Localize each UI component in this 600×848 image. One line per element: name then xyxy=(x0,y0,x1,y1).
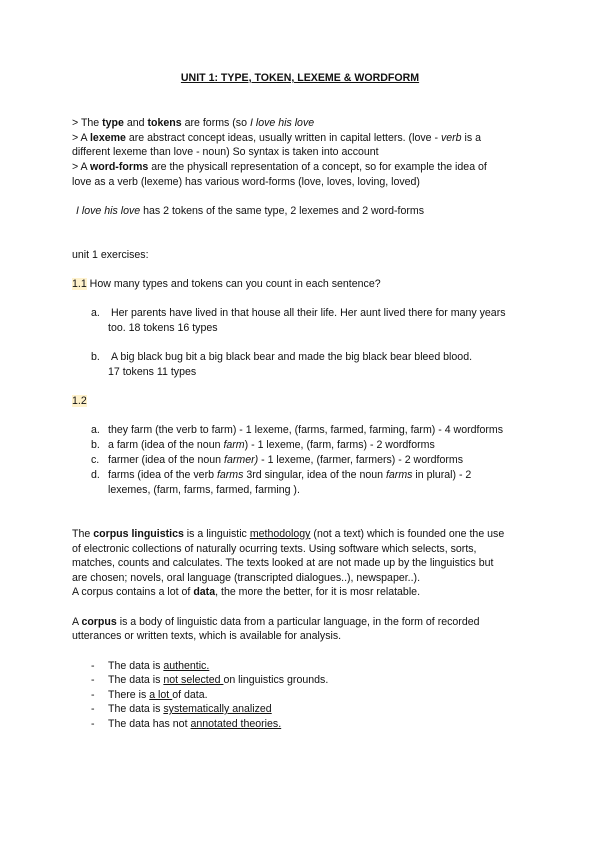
exercise-1-2-heading xyxy=(72,394,532,409)
corpus-linguistics-line: of electronic collections of naturally ocurring texts. Using software which selects, sorts, xyxy=(72,543,477,555)
corpus-definition: A corpus is a body of linguistic data from a particular language, in the form of recorded xyxy=(72,616,480,628)
corpus-definition-cont: utterances or written texts, which is available for analysis. xyxy=(72,630,342,642)
list-item: they farm (the verb to farm) - 1 lexeme, (farms, farmed, farming, farm) - 4 wordforms xyxy=(108,424,504,436)
bullet-item: The data is systematically analized xyxy=(108,703,272,715)
bullet-item: There is a lot of data. xyxy=(108,689,208,701)
definition-wordform: > A word-forms are the physicall representation of a concept, so for example the idea of xyxy=(72,161,487,173)
exercise-number: 1.2 xyxy=(72,395,87,407)
definition-type-token: > The type and tokens are forms (so I love his love xyxy=(72,117,315,129)
list-item: farmer (idea of the noun farmer) - 1 lexeme, (farmer, farmers) - 2 wordforms xyxy=(108,454,464,466)
bullet-dash: - xyxy=(91,674,95,686)
list-marker: a. xyxy=(91,424,100,436)
corpus-linguistics-line: matches, counts and calculates. The texts looked at are not made up by the linguistics but xyxy=(72,557,494,569)
page-title: UNIT 1: TYPE, TOKEN, LEXEME & WORDFORM xyxy=(180,72,420,84)
exercise-1-1-question: 1.1 How many types and tokens can you count in each sentence? xyxy=(72,278,381,290)
list-marker: d. xyxy=(91,469,100,481)
list-item-cont: lexemes, (farm, farms, farmed, farming ). xyxy=(108,484,300,496)
definition-lexeme: > A lexeme are abstract concept ideas, usually written in capital letters. (love - verb is a xyxy=(72,132,481,144)
bullet-item: The data has not annotated theories. xyxy=(108,718,282,730)
bullet-dash: - xyxy=(91,718,95,730)
definition-wordform-cont: love as a verb (lexeme) has various word-forms (love, loves, loving, loved) xyxy=(72,176,420,188)
list-item: A big black bug bit a big black bear and made the big black bear bleed blood. xyxy=(111,351,473,363)
bullet-dash: - xyxy=(91,689,95,701)
list-item: Her parents have lived in that house all their life. Her aunt lived there for many years xyxy=(111,307,506,319)
list-marker: c. xyxy=(91,454,100,466)
bullet-dash: - xyxy=(91,660,95,672)
list-marker: a. xyxy=(91,307,100,319)
definition-lexeme-cont: different lexeme than love - noun) So syntax is taken into account xyxy=(72,146,379,158)
example-sentence: I love his love has 2 tokens of the same type, 2 lexemes and 2 word-forms xyxy=(76,205,425,217)
bullet-item: The data is authentic. xyxy=(108,660,210,672)
corpus-linguistics-line: are chosen; novels, oral language (transcripted dialogues..), newspaper..). xyxy=(72,572,421,584)
list-marker: b. xyxy=(91,351,100,363)
corpus-linguistics-para: The corpus linguistics is a linguistic methodology (not a text) which is founded one the use xyxy=(72,528,505,540)
exercises-heading: unit 1 exercises: xyxy=(72,249,149,261)
bullet-item: The data is not selected on linguistics grounds. xyxy=(108,674,329,686)
list-item: farms (idea of the verb farms 3rd singular, idea of the noun farms in plural) - 2 xyxy=(108,469,472,481)
list-marker: b. xyxy=(91,439,100,451)
list-item: a farm (idea of the noun farm) - 1 lexeme, (farm, farms) - 2 wordforms xyxy=(108,439,435,451)
bullet-dash: - xyxy=(91,703,95,715)
list-item-cont: 17 tokens 11 types xyxy=(108,366,197,378)
list-item-cont: too. 18 tokens 16 types xyxy=(108,322,218,334)
exercise-number: 1.1 xyxy=(72,278,87,290)
corpus-data-line: A corpus contains a lot of data, the more the better, for it is mosr relatable. xyxy=(72,586,421,598)
